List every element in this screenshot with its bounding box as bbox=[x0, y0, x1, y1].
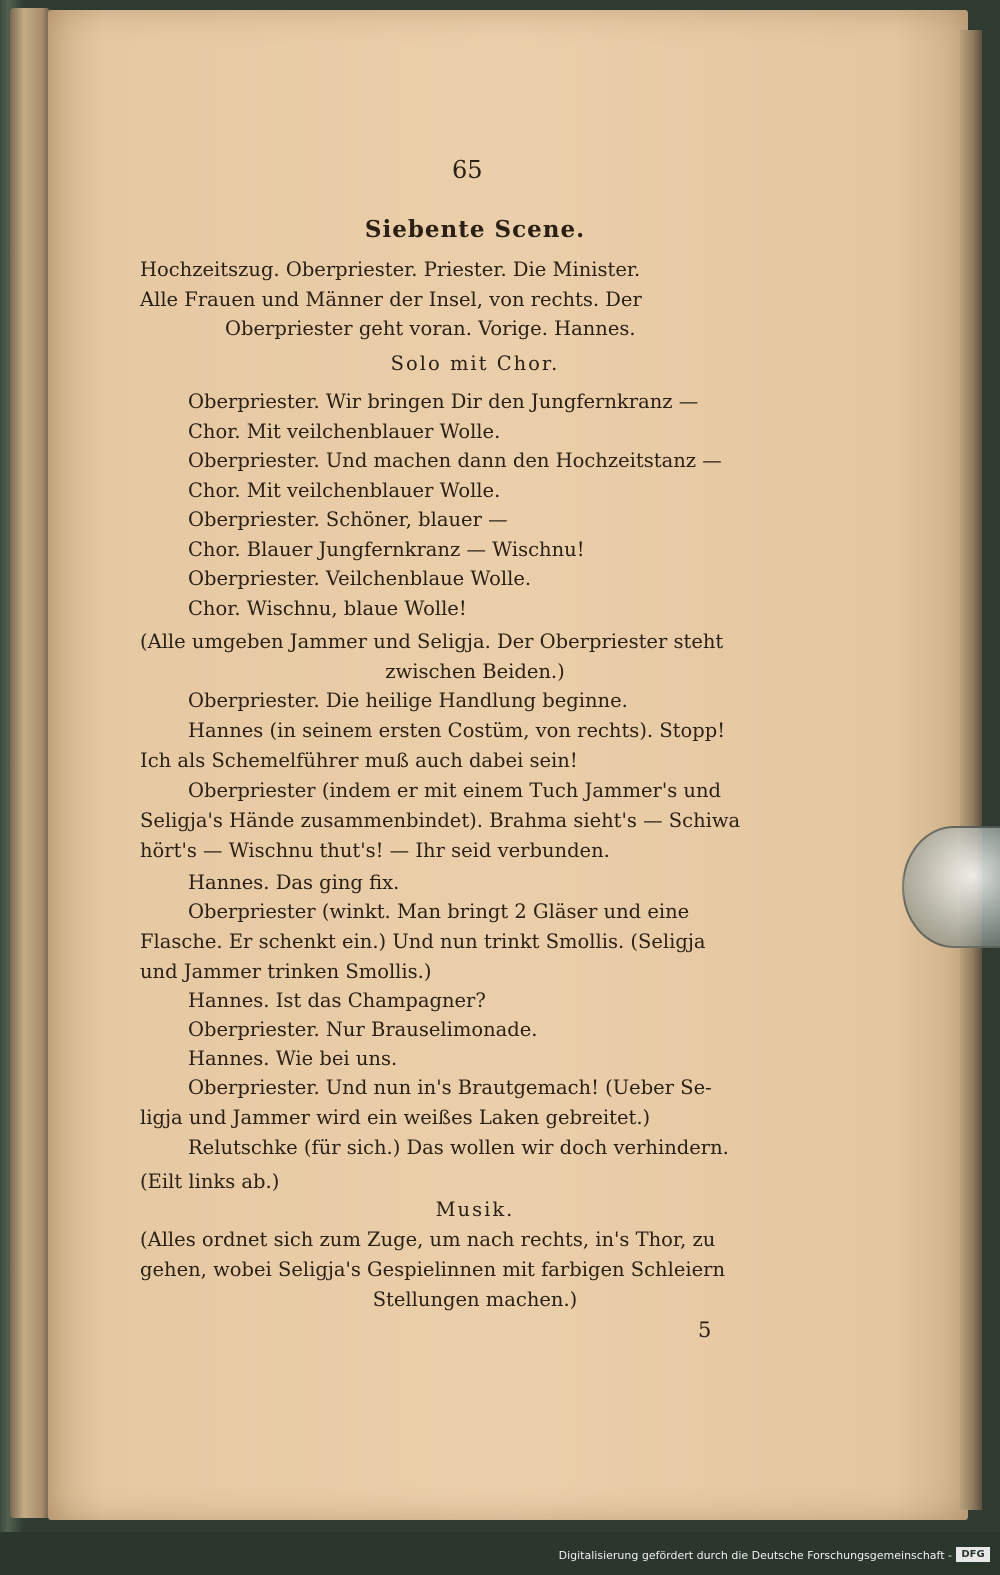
stage-direction-line: Oberpriester geht voran. Vorige. Hannes. bbox=[225, 317, 636, 340]
signature-mark: 5 bbox=[698, 1318, 712, 1342]
dialogue-line: Hannes. Ist das Champagner? bbox=[188, 989, 486, 1012]
stage-direction-line: zwischen Beiden.) bbox=[385, 660, 565, 683]
stage-direction-line: Hochzeitszug. Oberpriester. Priester. Die Minister. bbox=[140, 258, 641, 281]
dialogue-line: Oberpriester. Nur Brauselimonade. bbox=[188, 1018, 538, 1041]
dialogue-line: ligja und Jammer wird ein weißes Laken gebreitet.) bbox=[140, 1106, 651, 1129]
dialogue-line: Hannes. Wie bei uns. bbox=[188, 1047, 398, 1070]
stage-direction-line: (Eilt links ab.) bbox=[140, 1170, 280, 1193]
dialogue-line: und Jammer trinken Smollis.) bbox=[140, 960, 432, 983]
dialogue-line: Oberpriester. Wir bringen Dir den Jungfernkranz — bbox=[188, 390, 699, 413]
stage-direction-line: (Alles ordnet sich zum Zuge, um nach rechts, in's Thor, zu bbox=[140, 1228, 716, 1251]
scene-title: Siebente Scene. bbox=[364, 216, 586, 243]
left-page-edge bbox=[10, 8, 50, 1518]
page-number: 65 bbox=[452, 156, 483, 184]
dialogue-line: Oberpriester. Die heilige Handlung beginne. bbox=[188, 689, 628, 712]
dialogue-line: Ich als Schemelführer muß auch dabei sein! bbox=[140, 749, 578, 772]
dialogue-line: Seligja's Hände zusammenbindet). Brahma sieht's — Schiwa bbox=[140, 809, 741, 832]
dialogue-line: Flasche. Er schenkt ein.) Und nun trinkt Smollis. (Seligja bbox=[140, 930, 706, 953]
dialogue-line: Hannes (in seinem ersten Costüm, von rechts). Stopp! bbox=[188, 719, 726, 742]
dialogue-line: Oberpriester. Und machen dann den Hochzeitstanz — bbox=[188, 449, 722, 472]
stage-direction-line: gehen, wobei Seligja's Gespielinnen mit farbigen Schleiern bbox=[140, 1258, 726, 1281]
dialogue-line: Oberpriester. Veilchenblaue Wolle. bbox=[188, 567, 532, 590]
dialogue-line: Relutschke (für sich.) Das wollen wir doch verhindern. bbox=[188, 1136, 729, 1159]
dialogue-line: Chor. Mit veilchenblauer Wolle. bbox=[188, 479, 501, 502]
stage-direction-line: Stellungen machen.) bbox=[372, 1288, 578, 1311]
footer-credit-text: Digitalisierung gefördert durch die Deutsche Forschungsgemeinschaft - bbox=[558, 1549, 952, 1562]
stage-direction-line: (Alle umgeben Jammer und Seligja. Der Oberpriester steht bbox=[140, 630, 724, 653]
digitization-footer bbox=[0, 1532, 1000, 1575]
dialogue-line: Oberpriester. Schöner, blauer — bbox=[188, 508, 508, 531]
dialogue-line: Oberpriester (winkt. Man bringt 2 Gläser und eine bbox=[188, 900, 690, 923]
dialogue-line: Oberpriester. Und nun in's Brautgemach! (Ueber Se- bbox=[188, 1076, 712, 1099]
subheading: Solo mit Chor. bbox=[390, 352, 560, 375]
right-page-edge bbox=[960, 30, 982, 1510]
subheading: Musik. bbox=[435, 1198, 515, 1221]
dialogue-line: Hannes. Das ging fix. bbox=[188, 871, 400, 894]
dialogue-line: Oberpriester (indem er mit einem Tuch Jammer's und bbox=[188, 779, 722, 802]
dialogue-line: Chor. Mit veilchenblauer Wolle. bbox=[188, 420, 501, 443]
dialogue-line: Chor. Blauer Jungfernkranz — Wischnu! bbox=[188, 538, 585, 561]
dfg-logo: DFG bbox=[956, 1547, 990, 1562]
dialogue-line: Chor. Wischnu, blaue Wolle! bbox=[188, 597, 467, 620]
stage-direction-line: Alle Frauen und Männer der Insel, von rechts. Der bbox=[140, 288, 642, 311]
page-clip bbox=[902, 826, 1000, 948]
dialogue-line: hört's — Wischnu thut's! — Ihr seid verbunden. bbox=[140, 839, 610, 862]
